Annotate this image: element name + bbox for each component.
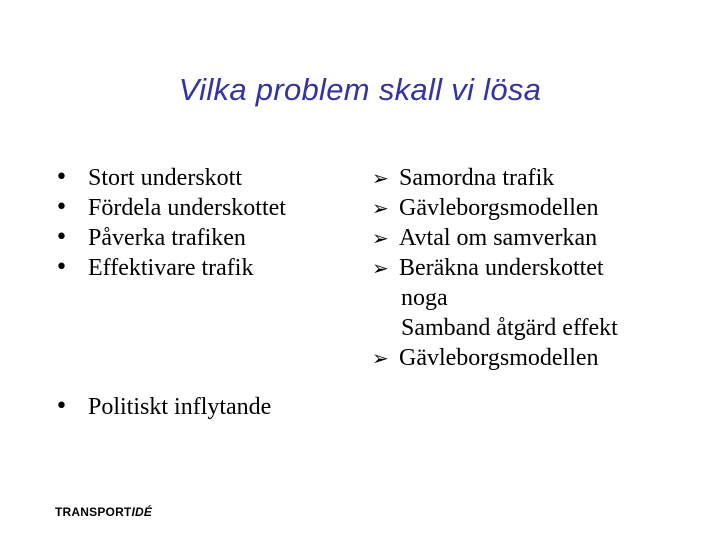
bullet-dot-icon: •	[55, 225, 68, 250]
left-bullet-item	[55, 193, 286, 223]
bullet-dot-icon: •	[55, 255, 68, 280]
arrow-bullet-icon: ➢	[372, 226, 389, 250]
right-bullet-text: Avtal om samverkan	[399, 225, 598, 251]
left-bullet-text: Påverka trafiken	[88, 225, 246, 251]
right-bullet-text: Gävleborgsmodellen	[399, 195, 599, 221]
right-bullet-item	[372, 193, 618, 223]
bullet-dot-icon: •	[55, 165, 68, 190]
right-bullet-item	[372, 223, 618, 253]
right-bullet-list	[372, 163, 618, 373]
arrow-bullet-icon: ➢	[372, 196, 389, 220]
right-bullet-text: Beräkna underskottet	[399, 255, 604, 281]
left-bullet-text: Fördela underskottet	[88, 195, 286, 221]
left-bullet-list	[55, 163, 286, 283]
right-bullet-item	[372, 163, 618, 193]
bullet-dot-icon: •	[55, 195, 68, 220]
left-bullet-item	[55, 223, 286, 253]
right-bullet-item	[372, 253, 618, 343]
left-bullet-text: Stort underskott	[88, 165, 242, 191]
footer-logo-part1: TRANSPORT	[55, 505, 132, 519]
arrow-bullet-icon: ➢	[372, 346, 389, 370]
bullet-dot-icon: •	[55, 394, 68, 419]
right-bullet-item	[372, 343, 618, 373]
footer-logo-part2: IDÉ	[131, 505, 153, 519]
right-bullet-text: Samordna trafik	[399, 165, 555, 191]
slide-title: Vilka problem skall vi lösa	[178, 72, 542, 107]
left-bullet-text: Effektivare trafik	[88, 255, 254, 281]
right-bullet-continuation: Samband åtgärd effekt	[401, 315, 618, 341]
left-bullet-item	[55, 163, 286, 193]
left-bullet-item	[55, 392, 271, 422]
left-bullet-item	[55, 253, 286, 283]
footer-logo	[55, 505, 152, 519]
right-bullet-text: Gävleborgsmodellen	[399, 345, 599, 371]
arrow-bullet-icon: ➢	[372, 256, 389, 280]
arrow-bullet-icon: ➢	[372, 166, 389, 190]
right-bullet-continuation: noga	[401, 285, 448, 311]
left-bullet-text: Politiskt inflytande	[88, 394, 272, 420]
left-bullet-list-bottom	[55, 392, 271, 422]
